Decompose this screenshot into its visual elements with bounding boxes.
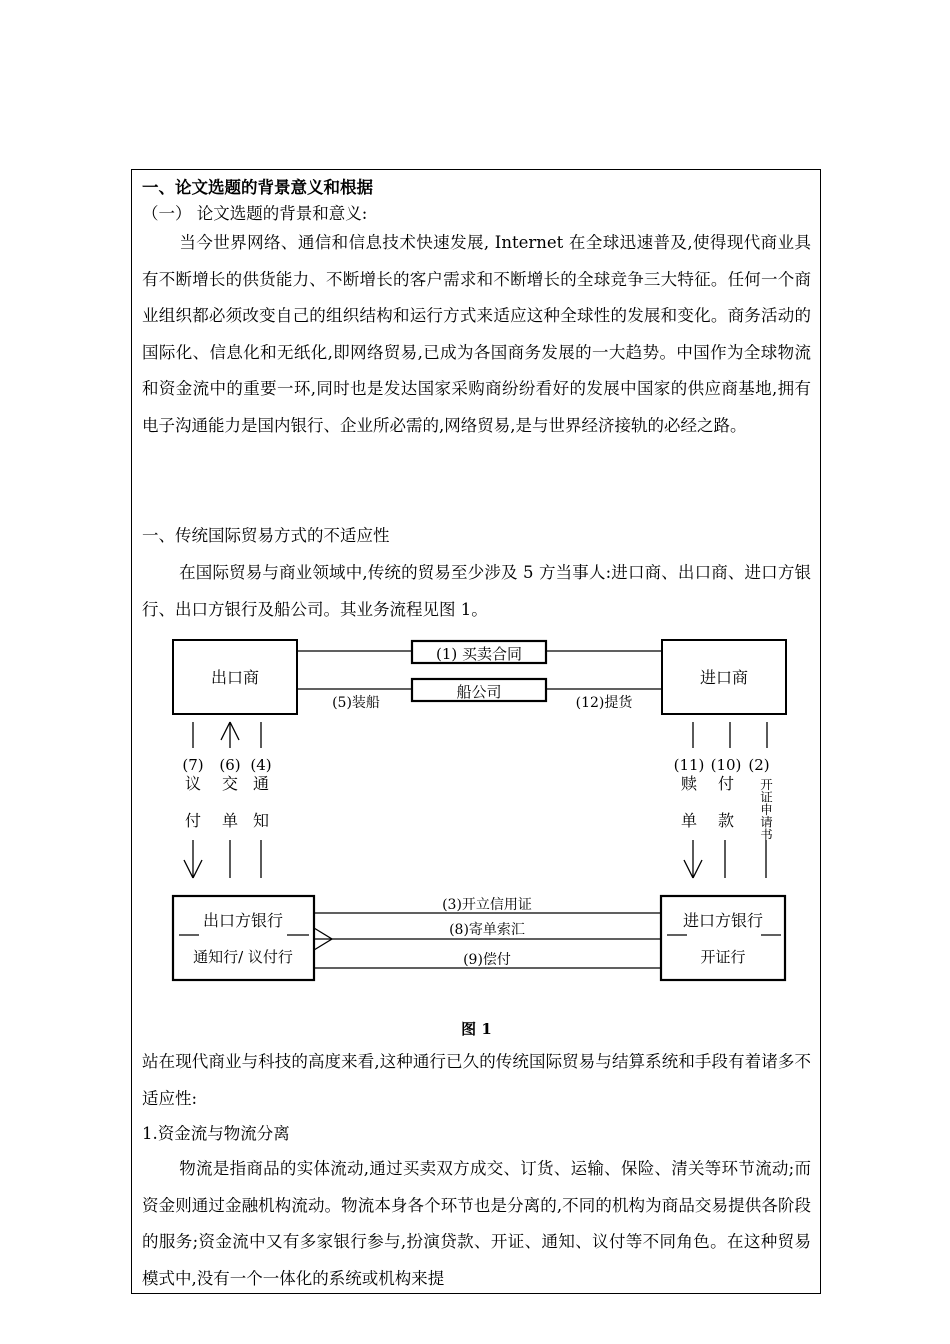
exporter-char: 通 xyxy=(252,774,270,793)
importer-char: 付 xyxy=(717,774,735,793)
lc-open-label: (3)开立信用证 xyxy=(442,897,532,913)
lc-application-vertical: 开证申请书 xyxy=(758,778,774,841)
importer-char: 单 xyxy=(680,811,698,830)
section-heading: 一、论文选题的背景意义和根据 xyxy=(142,178,373,197)
exporter-bank-box xyxy=(173,896,314,980)
importer-step-11: (11) xyxy=(673,756,705,774)
paragraph-logistics xyxy=(142,1151,811,1294)
importer-bank-role: 开证行 xyxy=(700,948,746,966)
exporter-step-7: (7) xyxy=(182,756,204,774)
exporter-step-6: (6) xyxy=(219,756,241,774)
importer-char: 款 xyxy=(717,811,735,830)
exporter-char: 知 xyxy=(252,811,270,830)
exporter-char: 交 xyxy=(221,774,239,793)
paragraph-background xyxy=(142,225,811,444)
point-1-title: 1.资金流与物流分离 xyxy=(142,1124,290,1143)
figure-caption: 图 1 xyxy=(461,1020,492,1038)
sub-heading: （一） 论文选题的背景和意义: xyxy=(142,204,368,223)
exporter-bank-label: 出口方银行 xyxy=(202,911,284,930)
exporter-bank-role: 通知行/ 议付行 xyxy=(193,948,293,966)
trade-flow-diagram xyxy=(162,634,794,994)
paragraph-inadequacy: 站在现代商业与科技的高度来看,这种通行已久的传统国际贸易与结算系统和手段有着诸多不适应性: xyxy=(142,1052,811,1108)
importer-bank-box xyxy=(661,896,785,980)
reimburse-label: (9)偿付 xyxy=(463,952,511,968)
exporter-char: 付 xyxy=(184,811,202,830)
exporter-char: 议 xyxy=(184,774,202,793)
exporter-char: 单 xyxy=(221,811,239,830)
contract-label: (1) 买卖合同 xyxy=(435,645,523,663)
send-docs-label: (8)寄单索汇 xyxy=(449,922,525,938)
paragraph-background-text: 当今世界网络、通信和信息技术快速发展, Internet 在全球迅速普及,使得现代商业具有不断增长的供货能力、不断增长的客户需求和不断增长的全球竞争三大特征。任何一个商业组织都必须改变自己的组织结构和运行方式来适应这种全球性的发展和变化。商务活动的国际化、信息化和无纸化,即网络贸易,已成为各国商务发展的一大趋势。中国作为全球物流和资金流中的重要一环,同时也是发达国家采购商纷纷看好的发展中国家的供应商基地,拥有电子沟通能力是国内银行、企业所必需的,网络贸易,是与世界经济接轨的必经之路。 xyxy=(142,233,811,435)
pickup-label: (12)提货 xyxy=(575,695,633,711)
paragraph-logistics-text: 物流是指商品的实体流动,通过买卖双方成交、订货、运输、保险、清关等环节流动;而资金则通过金融机构流动。物流本身各个环节也是分离的,不同的机构为商品交易提供各阶段的服务;资金流中又有多家银行参与,扮演贷款、开证、通知、议付等不同角色。在这种贸易模式中,没有一个一体化的系统或机构来提 xyxy=(142,1159,811,1288)
shipping-company-label: 船公司 xyxy=(456,683,502,701)
importer-bank-label: 进口方银行 xyxy=(682,911,764,930)
loading-label: (5)装船 xyxy=(332,695,380,711)
section-title-traditional-trade: 一、传统国际贸易方式的不适应性 xyxy=(142,526,390,545)
importer-step-10: (10) xyxy=(710,756,742,774)
importer-step-2: (2) xyxy=(748,756,770,774)
importer-label: 进口商 xyxy=(699,668,749,687)
importer-char: 赎 xyxy=(680,774,698,793)
document-frame xyxy=(131,169,821,1294)
exporter-step-4: (4) xyxy=(250,756,272,774)
paragraph-parties-text: 在国际贸易与商业领域中,传统的贸易至少涉及 5 方当事人:进口商、出口商、进口方银行、出口方银行及船公司。其业务流程见图 1。 xyxy=(142,563,811,619)
exporter-label: 出口商 xyxy=(210,668,260,687)
paragraph-parties xyxy=(142,555,811,628)
